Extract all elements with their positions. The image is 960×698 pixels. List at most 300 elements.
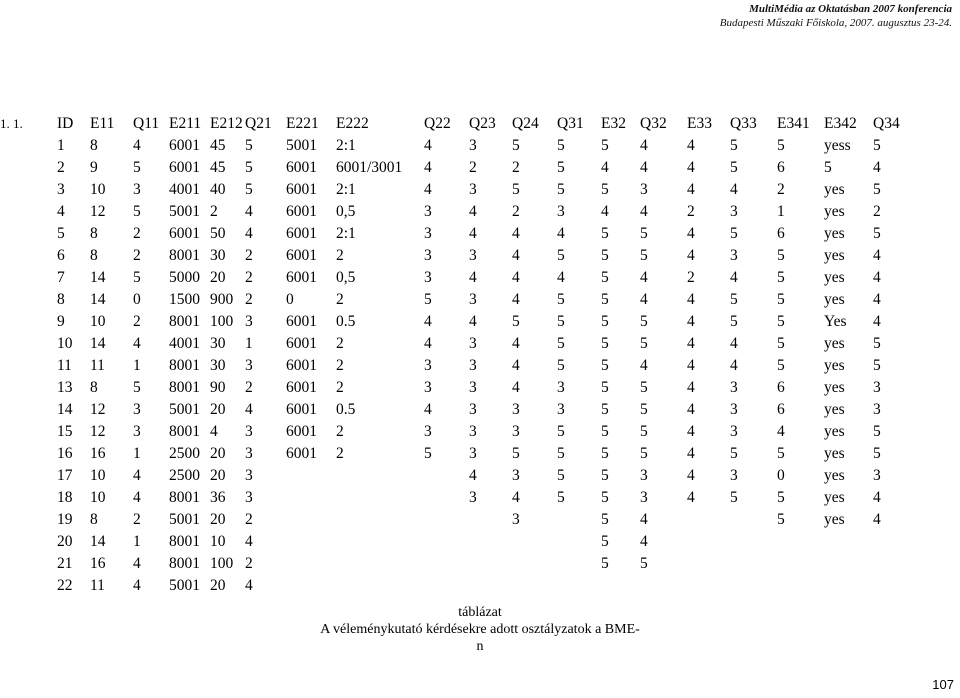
table-cell: 4 <box>133 577 141 594</box>
table-cell: 5 <box>601 137 609 154</box>
table-cell: 4 <box>133 467 141 484</box>
table-cell: 5001 <box>169 203 200 220</box>
table-cell: yes <box>824 379 845 396</box>
table-cell: 2 <box>687 269 695 286</box>
table-cell: 4 <box>640 511 648 528</box>
table-cell: 4 <box>687 291 695 308</box>
table-row <box>0 310 960 332</box>
column-header: Q32 <box>640 115 667 132</box>
table-cell: 2 <box>336 379 344 396</box>
table-cell: 14 <box>90 269 106 286</box>
table-cell: 5 <box>873 225 881 242</box>
table-cell: 3 <box>424 423 432 440</box>
table-cell: 2 <box>245 511 253 528</box>
table-cell: 2 <box>245 247 253 264</box>
table-cell: 5001 <box>169 511 200 528</box>
table-cell: 4 <box>424 313 432 330</box>
table-cell: 5 <box>601 379 609 396</box>
table-cell: 3 <box>557 203 565 220</box>
table-cell: 5 <box>601 467 609 484</box>
table-cell: 4 <box>469 225 477 242</box>
table-cell: 3 <box>469 489 477 506</box>
table-cell: 18 <box>57 489 73 506</box>
table-cell: 5 <box>873 335 881 352</box>
table-cell: 4 <box>687 137 695 154</box>
table-cell: 3 <box>469 401 477 418</box>
table-cell: 5 <box>873 181 881 198</box>
table-cell: 5 <box>640 423 648 440</box>
column-header: Q31 <box>557 115 584 132</box>
table-cell: 5 <box>557 357 565 374</box>
table-cell: 8001 <box>169 423 200 440</box>
table-cell: 2 <box>687 203 695 220</box>
column-header: E32 <box>601 115 626 132</box>
table-cell: 4 <box>424 137 432 154</box>
table-cell: 6 <box>777 159 785 176</box>
table-cell: 8001 <box>169 379 200 396</box>
table-cell: 8001 <box>169 357 200 374</box>
table-cell: 10 <box>90 467 106 484</box>
data-table <box>0 112 960 608</box>
table-cell: 4 <box>469 269 477 286</box>
table-cell: 30 <box>210 335 226 352</box>
table-cell: 4 <box>687 247 695 264</box>
table-cell: 0,5 <box>336 203 356 220</box>
table-cell: 2:1 <box>336 137 356 154</box>
table-cell: 3 <box>730 423 738 440</box>
column-header: E341 <box>777 115 810 132</box>
table-cell: 3 <box>640 467 648 484</box>
table-row <box>0 376 960 398</box>
table-cell: 100 <box>210 555 234 572</box>
table-cell: 3 <box>873 379 881 396</box>
section-number: 1. 1. <box>0 116 23 131</box>
table-cell: 12 <box>90 423 106 440</box>
table-cell: yes <box>824 335 845 352</box>
table-cell: 6001 <box>286 159 317 176</box>
table-cell: 5 <box>777 313 785 330</box>
column-header: E222 <box>336 115 369 132</box>
table-cell: 5 <box>512 181 520 198</box>
table-cell: 3 <box>424 225 432 242</box>
table-cell: 5 <box>601 247 609 264</box>
table-cell: 3 <box>133 181 141 198</box>
table-cell: 3 <box>640 181 648 198</box>
table-cell: yes <box>824 225 845 242</box>
table-cell: 4 <box>245 401 253 418</box>
table-cell: 5 <box>601 511 609 528</box>
table-cell: 3 <box>512 401 520 418</box>
table-cell: 2500 <box>169 445 200 462</box>
table-cell: 20 <box>210 467 226 484</box>
table-header-row <box>0 112 960 134</box>
table-cell: 3 <box>730 379 738 396</box>
table-cell: 2 <box>336 335 344 352</box>
table-cell: 4 <box>133 335 141 352</box>
table-cell: 3 <box>133 423 141 440</box>
table-cell: 10 <box>210 533 226 550</box>
table-cell: 10 <box>90 313 106 330</box>
table-cell: 4 <box>777 423 785 440</box>
table-cell: 4 <box>424 335 432 352</box>
column-header: Q34 <box>873 115 900 132</box>
table-cell: 2 <box>245 555 253 572</box>
table-cell: 3 <box>469 181 477 198</box>
table-cell: yes <box>824 247 845 264</box>
table-row <box>0 354 960 376</box>
table-cell: 3 <box>469 335 477 352</box>
table-row <box>0 156 960 178</box>
table-cell: 4 <box>512 379 520 396</box>
table-cell: 6001 <box>286 357 317 374</box>
table-cell: 5 <box>777 511 785 528</box>
table-cell: 5 <box>777 269 785 286</box>
table-cell: 1 <box>133 533 141 550</box>
table-cell: 20 <box>210 511 226 528</box>
table-cell: 7 <box>57 269 65 286</box>
table-cell: 3 <box>245 467 253 484</box>
table-cell: 8 <box>90 225 98 242</box>
table-cell: 5 <box>601 423 609 440</box>
table-cell: 4 <box>640 291 648 308</box>
table-cell: 8001 <box>169 247 200 264</box>
table-cell: 4 <box>512 225 520 242</box>
table-cell: 4 <box>873 159 881 176</box>
table-cell: 5 <box>640 401 648 418</box>
table-cell: 8001 <box>169 533 200 550</box>
table-cell: 5000 <box>169 269 200 286</box>
table-cell: 5 <box>640 247 648 264</box>
table-cell: 5 <box>777 489 785 506</box>
table-cell: 5 <box>640 445 648 462</box>
table-cell: 5 <box>557 423 565 440</box>
table-cell: 6001/3001 <box>336 159 403 176</box>
table-cell: 5 <box>640 335 648 352</box>
table-cell: 5 <box>601 533 609 550</box>
table-cell: 4 <box>512 489 520 506</box>
table-cell: 2 <box>469 159 477 176</box>
table-cell: 5 <box>424 445 432 462</box>
table-cell: 4 <box>557 269 565 286</box>
table-cell: yes <box>824 357 845 374</box>
column-header: Q23 <box>469 115 496 132</box>
table-cell: 5 <box>57 225 65 242</box>
table-cell: 4 <box>133 137 141 154</box>
table-cell: 5 <box>777 357 785 374</box>
table-cell: 5 <box>557 137 565 154</box>
table-cell: 5 <box>557 467 565 484</box>
table-cell: 11 <box>90 577 105 594</box>
table-cell: 4 <box>873 247 881 264</box>
table-cell: 4 <box>687 335 695 352</box>
table-cell: 5 <box>873 445 881 462</box>
table-cell: 3 <box>557 401 565 418</box>
column-header: ID <box>57 115 74 132</box>
table-cell: 4 <box>873 269 881 286</box>
table-cell: 4 <box>640 137 648 154</box>
table-cell: 2 <box>245 379 253 396</box>
table-cell: 8001 <box>169 313 200 330</box>
table-cell: 5001 <box>169 577 200 594</box>
table-cell: 2 <box>512 203 520 220</box>
table-cell: yes <box>824 423 845 440</box>
table-cell: 45 <box>210 137 226 154</box>
table-cell: 3 <box>424 269 432 286</box>
table-cell: 4 <box>687 467 695 484</box>
table-cell: 14 <box>90 533 106 550</box>
table-row <box>0 200 960 222</box>
table-cell: 11 <box>90 357 105 374</box>
table-cell: 5 <box>730 159 738 176</box>
table-cell: 5 <box>133 159 141 176</box>
table-cell: 5 <box>557 313 565 330</box>
page-header <box>720 2 952 30</box>
table-cell: 2 <box>336 357 344 374</box>
table-cell: yes <box>824 511 845 528</box>
table-cell: 50 <box>210 225 226 242</box>
table-cell: 1500 <box>169 291 200 308</box>
table-row <box>0 442 960 464</box>
table-cell: 4 <box>687 401 695 418</box>
table-cell: 5 <box>640 555 648 572</box>
table-cell: 8001 <box>169 489 200 506</box>
table-cell: 5 <box>730 225 738 242</box>
table-cell: 6001 <box>286 423 317 440</box>
table-cell: 3 <box>245 445 253 462</box>
table-cell: 5 <box>824 159 832 176</box>
table-row <box>0 464 960 486</box>
table-cell: 2 <box>336 291 344 308</box>
table-cell: 5 <box>730 445 738 462</box>
table-cell: 2 <box>336 247 344 264</box>
table-cell: 19 <box>57 511 73 528</box>
table-row <box>0 244 960 266</box>
table-cell: 4 <box>469 313 477 330</box>
table-cell: 4 <box>873 511 881 528</box>
table-row <box>0 178 960 200</box>
table-cell: 4 <box>873 291 881 308</box>
table-cell: 4 <box>730 357 738 374</box>
table-cell: 4 <box>730 269 738 286</box>
table-cell: 5 <box>601 335 609 352</box>
column-header: E211 <box>169 115 202 132</box>
table-cell: 8 <box>90 247 98 264</box>
table-cell: 4001 <box>169 335 200 352</box>
table-cell: 4 <box>512 247 520 264</box>
table-cell: 5 <box>557 291 565 308</box>
table-cell: 4 <box>687 225 695 242</box>
conference-place: Budapesti Műszaki Főiskola, 2007. augusztus 23-24. <box>719 17 952 29</box>
column-header: E212 <box>210 115 243 132</box>
table-cell: 2 <box>210 203 218 220</box>
column-header: E342 <box>824 115 857 132</box>
column-header: Q24 <box>512 115 539 132</box>
table-cell: 4 <box>640 159 648 176</box>
table-cell: yes <box>824 203 845 220</box>
table-cell: 4 <box>873 313 881 330</box>
table-cell: 5 <box>557 159 565 176</box>
table-cell: 5 <box>512 137 520 154</box>
caption-label: táblázat <box>458 605 502 620</box>
table-cell: 3 <box>469 445 477 462</box>
table-cell: 3 <box>730 401 738 418</box>
table-cell: 3 <box>512 467 520 484</box>
table-cell: 17 <box>57 467 73 484</box>
table-cell: 20 <box>210 445 226 462</box>
table-cell: 4 <box>424 159 432 176</box>
table-cell: 5001 <box>286 137 317 154</box>
table-cell: 10 <box>90 181 106 198</box>
table-cell: 22 <box>57 577 73 594</box>
table-cell: 3 <box>469 423 477 440</box>
table-cell: 2 <box>245 291 253 308</box>
table-cell: 4 <box>687 445 695 462</box>
table-cell: 3 <box>873 401 881 418</box>
table-cell: 6001 <box>169 225 200 242</box>
table-cell: 6001 <box>286 335 317 352</box>
table-cell: 6001 <box>286 203 317 220</box>
table-cell: 5 <box>777 247 785 264</box>
table-cell: 3 <box>424 357 432 374</box>
table-cell: 3 <box>557 379 565 396</box>
table-cell: 4 <box>469 203 477 220</box>
table-cell: Yes <box>824 313 847 330</box>
table-cell: 4001 <box>169 181 200 198</box>
table-cell: 4 <box>133 489 141 506</box>
table-cell: 5 <box>245 159 253 176</box>
table-cell: 5 <box>640 379 648 396</box>
table-cell: 5 <box>557 489 565 506</box>
table-cell: 20 <box>57 533 73 550</box>
table-cell: 20 <box>210 577 226 594</box>
table-cell: 5 <box>601 445 609 462</box>
table-cell: 5 <box>730 489 738 506</box>
table-cell: 4 <box>687 357 695 374</box>
table-cell: 2 <box>873 203 881 220</box>
table-cell: 90 <box>210 379 226 396</box>
table-cell: 5 <box>777 291 785 308</box>
caption-text: A véleménykutató kérdésekre adott osztályzatok a BME-n <box>320 622 640 654</box>
table-cell: 5 <box>557 335 565 352</box>
table-cell: 3 <box>469 137 477 154</box>
table-caption <box>318 604 642 655</box>
table-cell: 16 <box>90 555 106 572</box>
table-row <box>0 288 960 310</box>
table-cell: 5 <box>601 401 609 418</box>
table-cell: 6 <box>777 401 785 418</box>
table-cell: 21 <box>57 555 73 572</box>
table-cell: 5 <box>777 445 785 462</box>
table-cell: 8001 <box>169 555 200 572</box>
table-cell: 5 <box>777 137 785 154</box>
table-cell: 5 <box>557 247 565 264</box>
table-row <box>0 508 960 530</box>
table-cell: 12 <box>90 203 106 220</box>
table-cell: 0,5 <box>336 269 356 286</box>
table-row <box>0 332 960 354</box>
table-cell: 6001 <box>286 181 317 198</box>
column-header: Q33 <box>730 115 757 132</box>
table-cell: 4 <box>512 357 520 374</box>
table-cell: 8 <box>90 379 98 396</box>
table-cell: 4 <box>557 225 565 242</box>
table-cell: 5 <box>133 269 141 286</box>
table-cell: 900 <box>210 291 234 308</box>
table-cell: 4 <box>245 533 253 550</box>
table-cell: 4 <box>730 335 738 352</box>
table-cell: 6001 <box>286 401 317 418</box>
table-cell: 6001 <box>286 269 317 286</box>
table-cell: 6 <box>57 247 65 264</box>
table-cell: 13 <box>57 379 73 396</box>
table-cell: 16 <box>57 445 73 462</box>
table-cell: 3 <box>512 423 520 440</box>
table-cell: 4 <box>730 181 738 198</box>
table-cell: 6001 <box>169 137 200 154</box>
table-cell: yes <box>824 489 845 506</box>
table-cell: 6001 <box>169 159 200 176</box>
column-header: Q21 <box>245 115 272 132</box>
table-cell: 4 <box>469 467 477 484</box>
table-cell: 5 <box>640 313 648 330</box>
table-cell: 2:1 <box>336 225 356 242</box>
table-cell: 1 <box>57 137 65 154</box>
table-cell: 2500 <box>169 467 200 484</box>
table-cell: 4 <box>687 379 695 396</box>
table-cell: 4 <box>424 401 432 418</box>
table-cell: 2 <box>336 445 344 462</box>
table-cell: yes <box>824 401 845 418</box>
table-cell: 3 <box>469 247 477 264</box>
table-cell: 9 <box>57 313 65 330</box>
table-cell: 3 <box>245 489 253 506</box>
table-cell: 4 <box>687 423 695 440</box>
table-cell: 4 <box>133 555 141 572</box>
table-cell: 6001 <box>286 313 317 330</box>
table-cell: 3 <box>424 379 432 396</box>
table-cell: 3 <box>512 511 520 528</box>
table-cell: 2 <box>133 247 141 264</box>
table-cell: 4 <box>873 489 881 506</box>
conference-title: MultiMédia az Oktatásban 2007 konferencia <box>749 3 952 15</box>
table-cell: 4 <box>245 225 253 242</box>
table-cell: 8 <box>57 291 65 308</box>
table-cell: 20 <box>210 401 226 418</box>
table-cell: 3 <box>873 467 881 484</box>
table-row <box>0 398 960 420</box>
table-cell: 3 <box>469 291 477 308</box>
table-cell: 8 <box>90 511 98 528</box>
table-cell: 0.5 <box>336 313 356 330</box>
table-cell: 3 <box>469 379 477 396</box>
table-cell: 4 <box>640 269 648 286</box>
table-cell: 5 <box>424 291 432 308</box>
table-row <box>0 420 960 442</box>
table-cell: 4 <box>640 357 648 374</box>
column-header: E33 <box>687 115 712 132</box>
table-cell: 1 <box>133 445 141 462</box>
table-cell: 15 <box>57 423 73 440</box>
table-cell: 100 <box>210 313 234 330</box>
table-cell: 5 <box>640 225 648 242</box>
table-cell: yess <box>824 137 851 154</box>
table-cell: yes <box>824 467 845 484</box>
table-cell: 3 <box>245 313 253 330</box>
table-cell: 4 <box>245 577 253 594</box>
table-cell: 6001 <box>286 379 317 396</box>
table-cell: 2 <box>245 269 253 286</box>
table-cell: 16 <box>90 445 106 462</box>
